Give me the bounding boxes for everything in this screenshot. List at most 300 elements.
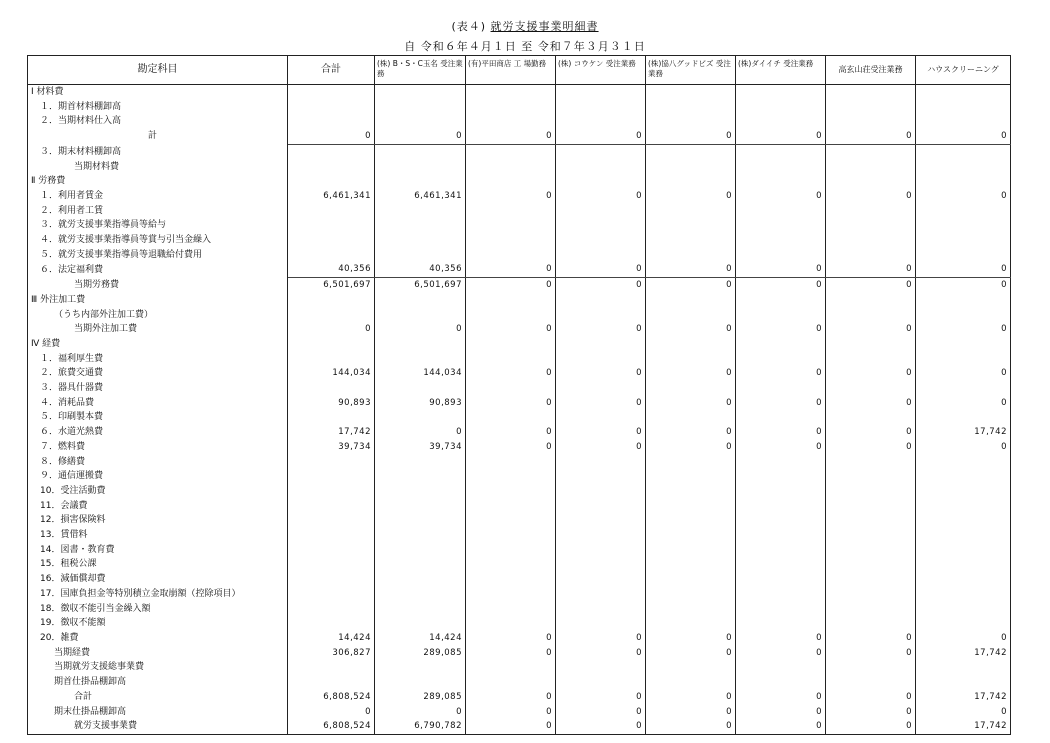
cell-value (916, 513, 1011, 528)
cell-value (916, 410, 1011, 425)
cell-value: 0 (826, 705, 916, 720)
cell-value: 289,085 (375, 690, 466, 705)
cell-value (375, 572, 466, 587)
cell-value (646, 352, 736, 367)
cell-value (466, 572, 556, 587)
cell-value: 17,742 (916, 690, 1011, 705)
cell-value (466, 114, 556, 129)
cell-value (646, 100, 736, 115)
cell-value (466, 469, 556, 484)
cell-value (556, 218, 646, 233)
cell-value (736, 543, 826, 558)
row-label: ５．就労支援事業指導員等退職給付費用 (28, 248, 288, 263)
cell-value (556, 381, 646, 396)
table-row (28, 660, 1011, 675)
cell-value: 0 (916, 189, 1011, 204)
cell-value: 0 (916, 278, 1011, 293)
cell-value (826, 528, 916, 543)
cell-value (916, 308, 1011, 323)
cell-value: 0 (375, 425, 466, 440)
cell-value: 17,742 (288, 425, 375, 440)
cell-value (736, 293, 826, 308)
cell-value: 0 (466, 719, 556, 734)
cell-value (288, 469, 375, 484)
row-label: ３．器具什器費 (28, 381, 288, 396)
cell-value: 17,742 (916, 425, 1011, 440)
cell-value (556, 337, 646, 352)
cell-value (916, 144, 1011, 159)
cell-value: 0 (826, 396, 916, 411)
cell-value (288, 543, 375, 558)
cell-value (375, 543, 466, 558)
row-label: ４．消耗品費 (28, 396, 288, 411)
cell-value (736, 100, 826, 115)
header-account: 勘定科目 (28, 56, 288, 85)
cell-value (466, 499, 556, 514)
cell-value (466, 410, 556, 425)
cell-value: 0 (736, 129, 826, 144)
cell-value (375, 410, 466, 425)
table-body (28, 85, 1011, 735)
cell-value (646, 218, 736, 233)
cell-value: 0 (826, 278, 916, 293)
row-label: １．期首材料棚卸高 (28, 100, 288, 115)
cell-value (556, 85, 646, 100)
cell-value (556, 233, 646, 248)
cell-value (916, 381, 1011, 396)
cell-value: 6,790,782 (375, 719, 466, 734)
cell-value (736, 352, 826, 367)
row-label: ２．旅費交通費 (28, 366, 288, 381)
cell-value: 0 (556, 396, 646, 411)
header-daiichi: (株)ダイイチ 受注業務 (736, 56, 826, 85)
cell-value (375, 337, 466, 352)
cell-value: 306,827 (288, 646, 375, 661)
cell-value (646, 204, 736, 219)
cell-value: 0 (466, 262, 556, 277)
cell-value: 0 (556, 646, 646, 661)
title-prefix: (表４) (451, 20, 487, 33)
cell-value: 0 (466, 366, 556, 381)
cell-value (375, 675, 466, 690)
cell-value (736, 204, 826, 219)
cell-value (288, 308, 375, 323)
cell-value: 0 (556, 440, 646, 455)
table-row (28, 204, 1011, 219)
cell-value (916, 100, 1011, 115)
cell-value: 0 (916, 322, 1011, 337)
cell-value: 0 (466, 322, 556, 337)
cell-value (826, 160, 916, 175)
cell-value (288, 293, 375, 308)
cell-value (646, 85, 736, 100)
cell-value (288, 616, 375, 631)
cell-value: 0 (736, 719, 826, 734)
table-row (28, 587, 1011, 602)
table-row (28, 233, 1011, 248)
cell-value (646, 543, 736, 558)
table-row (28, 262, 1011, 277)
cell-value: 0 (826, 440, 916, 455)
table-row (28, 160, 1011, 175)
cell-value: 0 (466, 646, 556, 661)
cell-value (736, 308, 826, 323)
row-label: ６．水道光熱費 (28, 425, 288, 440)
table-row (28, 381, 1011, 396)
cell-value: 0 (646, 262, 736, 277)
cell-value (466, 455, 556, 470)
cell-value (556, 513, 646, 528)
table-row (28, 322, 1011, 337)
cell-value (916, 455, 1011, 470)
cell-value: 0 (646, 278, 736, 293)
cell-value: 0 (916, 129, 1011, 144)
row-label: Ⅳ 経費 (28, 337, 288, 352)
row-label: 14．図書・教育費 (28, 543, 288, 558)
cell-value (288, 337, 375, 352)
cell-value (375, 499, 466, 514)
table-row (28, 218, 1011, 233)
cell-value (466, 174, 556, 189)
cell-value (556, 293, 646, 308)
cell-value (736, 337, 826, 352)
cell-value: 0 (556, 631, 646, 646)
cell-value: 0 (736, 278, 826, 293)
table-row (28, 557, 1011, 572)
cell-value: 0 (288, 705, 375, 720)
table-row (28, 278, 1011, 293)
cell-value (916, 484, 1011, 499)
cell-value (646, 499, 736, 514)
cell-value: 0 (466, 189, 556, 204)
cell-value (916, 675, 1011, 690)
cell-value (556, 100, 646, 115)
cell-value (826, 233, 916, 248)
cell-value (375, 602, 466, 617)
cell-value: 0 (646, 719, 736, 734)
cell-value (826, 616, 916, 631)
cell-value (375, 513, 466, 528)
cell-value (826, 218, 916, 233)
cell-value: 90,893 (288, 396, 375, 411)
cell-value (736, 114, 826, 129)
cell-value: 0 (466, 278, 556, 293)
cell-value (466, 587, 556, 602)
table-row (28, 144, 1011, 159)
cell-value: 0 (646, 646, 736, 661)
cell-value: 0 (556, 189, 646, 204)
fiscal-period: 自 令和６年４月１日 至 令和７年３月３１日 (404, 40, 646, 53)
cell-value (916, 114, 1011, 129)
cell-value (288, 675, 375, 690)
cell-value (736, 602, 826, 617)
table-row (28, 499, 1011, 514)
row-label: ７．燃料費 (28, 440, 288, 455)
cell-value (375, 528, 466, 543)
row-label: 11．会議費 (28, 499, 288, 514)
cell-value (916, 85, 1011, 100)
cell-value (646, 572, 736, 587)
row-label: 15．租税公課 (28, 557, 288, 572)
cell-value: 0 (736, 440, 826, 455)
cell-value (646, 675, 736, 690)
cell-value: 0 (646, 129, 736, 144)
cell-value (736, 469, 826, 484)
cell-value (288, 410, 375, 425)
table-row (28, 189, 1011, 204)
cell-value (375, 293, 466, 308)
cell-value (288, 602, 375, 617)
cell-value: 0 (556, 262, 646, 277)
cell-value: 0 (646, 396, 736, 411)
cell-value (288, 248, 375, 263)
cell-value: 39,734 (375, 440, 466, 455)
cell-value (646, 513, 736, 528)
cell-value (646, 557, 736, 572)
cell-value: 0 (288, 322, 375, 337)
row-label: 10．受注活動費 (28, 484, 288, 499)
cell-value (826, 513, 916, 528)
row-label: Ⅰ 材料費 (28, 85, 288, 100)
cell-value: 0 (916, 705, 1011, 720)
cell-value (826, 410, 916, 425)
cell-value (466, 616, 556, 631)
cell-value (556, 352, 646, 367)
cell-value: 6,461,341 (288, 189, 375, 204)
header-kyohachi-goodbiz: (株)協八グッドビズ 受注業務 (646, 56, 736, 85)
cell-value: 6,501,697 (375, 278, 466, 293)
cell-value: 0 (736, 631, 826, 646)
table-row (28, 719, 1011, 734)
table-row (28, 293, 1011, 308)
cell-value: 0 (826, 631, 916, 646)
cell-value (466, 381, 556, 396)
cell-value (556, 587, 646, 602)
cell-value (736, 513, 826, 528)
cell-value (736, 528, 826, 543)
table-row (28, 543, 1011, 558)
cell-value: 0 (646, 705, 736, 720)
cell-value: 0 (826, 719, 916, 734)
cell-value (288, 352, 375, 367)
table-row (28, 396, 1011, 411)
cell-value: 0 (916, 366, 1011, 381)
table-row (28, 528, 1011, 543)
cell-value (826, 572, 916, 587)
cell-value (375, 218, 466, 233)
cell-value (826, 85, 916, 100)
cell-value (736, 587, 826, 602)
cell-value: 14,424 (288, 631, 375, 646)
cell-value (826, 587, 916, 602)
cell-value (646, 455, 736, 470)
cell-value (375, 616, 466, 631)
cell-value (826, 557, 916, 572)
row-label: 12．損害保険料 (28, 513, 288, 528)
cell-value: 0 (736, 396, 826, 411)
cell-value (826, 499, 916, 514)
table-row (28, 690, 1011, 705)
cell-value (916, 337, 1011, 352)
cell-value (646, 293, 736, 308)
cell-value (826, 675, 916, 690)
cell-value: 0 (646, 440, 736, 455)
cell-value (556, 160, 646, 175)
row-label: 期末仕掛品棚卸高 (28, 705, 288, 720)
cell-value: 6,501,697 (288, 278, 375, 293)
cell-value (646, 616, 736, 631)
table-row (28, 440, 1011, 455)
cell-value (736, 85, 826, 100)
cell-value (916, 587, 1011, 602)
cell-value (466, 233, 556, 248)
cell-value (288, 513, 375, 528)
cell-value (646, 248, 736, 263)
cell-value (556, 528, 646, 543)
table-row (28, 308, 1011, 323)
cell-value (556, 204, 646, 219)
cell-value (375, 587, 466, 602)
cell-value (288, 572, 375, 587)
cell-value (646, 660, 736, 675)
cell-value: 0 (556, 322, 646, 337)
cell-value (466, 144, 556, 159)
cell-value: 0 (646, 631, 736, 646)
cell-value (916, 248, 1011, 263)
cell-value (375, 85, 466, 100)
table-row (28, 484, 1011, 499)
row-label: ２．当期材料仕入高 (28, 114, 288, 129)
table-row (28, 114, 1011, 129)
cell-value: 0 (466, 396, 556, 411)
cell-value: 6,808,524 (288, 690, 375, 705)
cell-value (916, 469, 1011, 484)
table-row (28, 174, 1011, 189)
cell-value (916, 543, 1011, 558)
cell-value: 0 (556, 278, 646, 293)
cell-value (288, 381, 375, 396)
cell-value: 0 (375, 322, 466, 337)
table-row (28, 366, 1011, 381)
cell-value: 0 (826, 322, 916, 337)
cell-value (466, 602, 556, 617)
cell-value: 0 (375, 129, 466, 144)
cell-value: 0 (556, 129, 646, 144)
cell-value: 0 (916, 440, 1011, 455)
cell-value (466, 160, 556, 175)
cell-value (736, 484, 826, 499)
cell-value (288, 204, 375, 219)
cell-value (826, 469, 916, 484)
cell-value (375, 484, 466, 499)
cell-value (916, 218, 1011, 233)
cell-value (736, 218, 826, 233)
row-label: ３．期末材料棚卸高 (28, 144, 288, 159)
cell-value (916, 616, 1011, 631)
header-hirata-shoten: (有)平田商店 工 場勤務 (466, 56, 556, 85)
table-row (28, 572, 1011, 587)
cell-value (466, 675, 556, 690)
cell-value: 0 (466, 705, 556, 720)
cell-value (826, 337, 916, 352)
cell-value (556, 675, 646, 690)
header-house-cleaning: ハウスクリーニング (916, 56, 1011, 85)
cell-value: 0 (466, 631, 556, 646)
row-label: ６．法定福利費 (28, 262, 288, 277)
cell-value (646, 233, 736, 248)
cell-value (375, 144, 466, 159)
cell-value (288, 85, 375, 100)
row-label: ４．就労支援事業指導員等賞与引当金繰入 (28, 233, 288, 248)
cell-value (375, 469, 466, 484)
cell-value (466, 308, 556, 323)
cell-value (556, 557, 646, 572)
cell-value: 0 (375, 705, 466, 720)
table-row (28, 129, 1011, 144)
cell-value: 0 (736, 705, 826, 720)
cell-value (646, 114, 736, 129)
row-label: 13．賃借料 (28, 528, 288, 543)
cell-value (826, 114, 916, 129)
cell-value (375, 248, 466, 263)
cell-value (556, 499, 646, 514)
cell-value (826, 381, 916, 396)
cell-value (646, 587, 736, 602)
cell-value: 0 (826, 646, 916, 661)
table-row (28, 646, 1011, 661)
cell-value (466, 248, 556, 263)
cell-value (916, 572, 1011, 587)
cell-value: 0 (736, 425, 826, 440)
cell-value (466, 293, 556, 308)
cell-value: 39,734 (288, 440, 375, 455)
cell-value (736, 616, 826, 631)
cell-value (916, 660, 1011, 675)
cell-value: 0 (556, 425, 646, 440)
row-label: Ⅲ 外注加工費 (28, 293, 288, 308)
cell-value: 0 (736, 262, 826, 277)
row-label: Ⅱ 労務費 (28, 174, 288, 189)
cell-value (288, 144, 375, 159)
cell-value (916, 528, 1011, 543)
cell-value: 0 (466, 690, 556, 705)
cell-value (466, 484, 556, 499)
cell-value (646, 484, 736, 499)
detail-table (27, 55, 1011, 735)
cell-value: 0 (916, 262, 1011, 277)
cell-value (736, 174, 826, 189)
row-label: ５．印刷製本費 (28, 410, 288, 425)
cell-value: 0 (736, 322, 826, 337)
table-row (28, 352, 1011, 367)
table-row (28, 616, 1011, 631)
cell-value: 17,742 (916, 646, 1011, 661)
cell-value (916, 233, 1011, 248)
row-label: 当期就労支援総事業費 (28, 660, 288, 675)
cell-value: 0 (556, 705, 646, 720)
cell-value (375, 233, 466, 248)
cell-value (466, 513, 556, 528)
cell-value (556, 410, 646, 425)
cell-value (826, 174, 916, 189)
cell-value (916, 204, 1011, 219)
cell-value (288, 528, 375, 543)
cell-value (736, 557, 826, 572)
row-label: 当期経費 (28, 646, 288, 661)
cell-value (288, 484, 375, 499)
cell-value: 0 (556, 719, 646, 734)
cell-value (556, 469, 646, 484)
